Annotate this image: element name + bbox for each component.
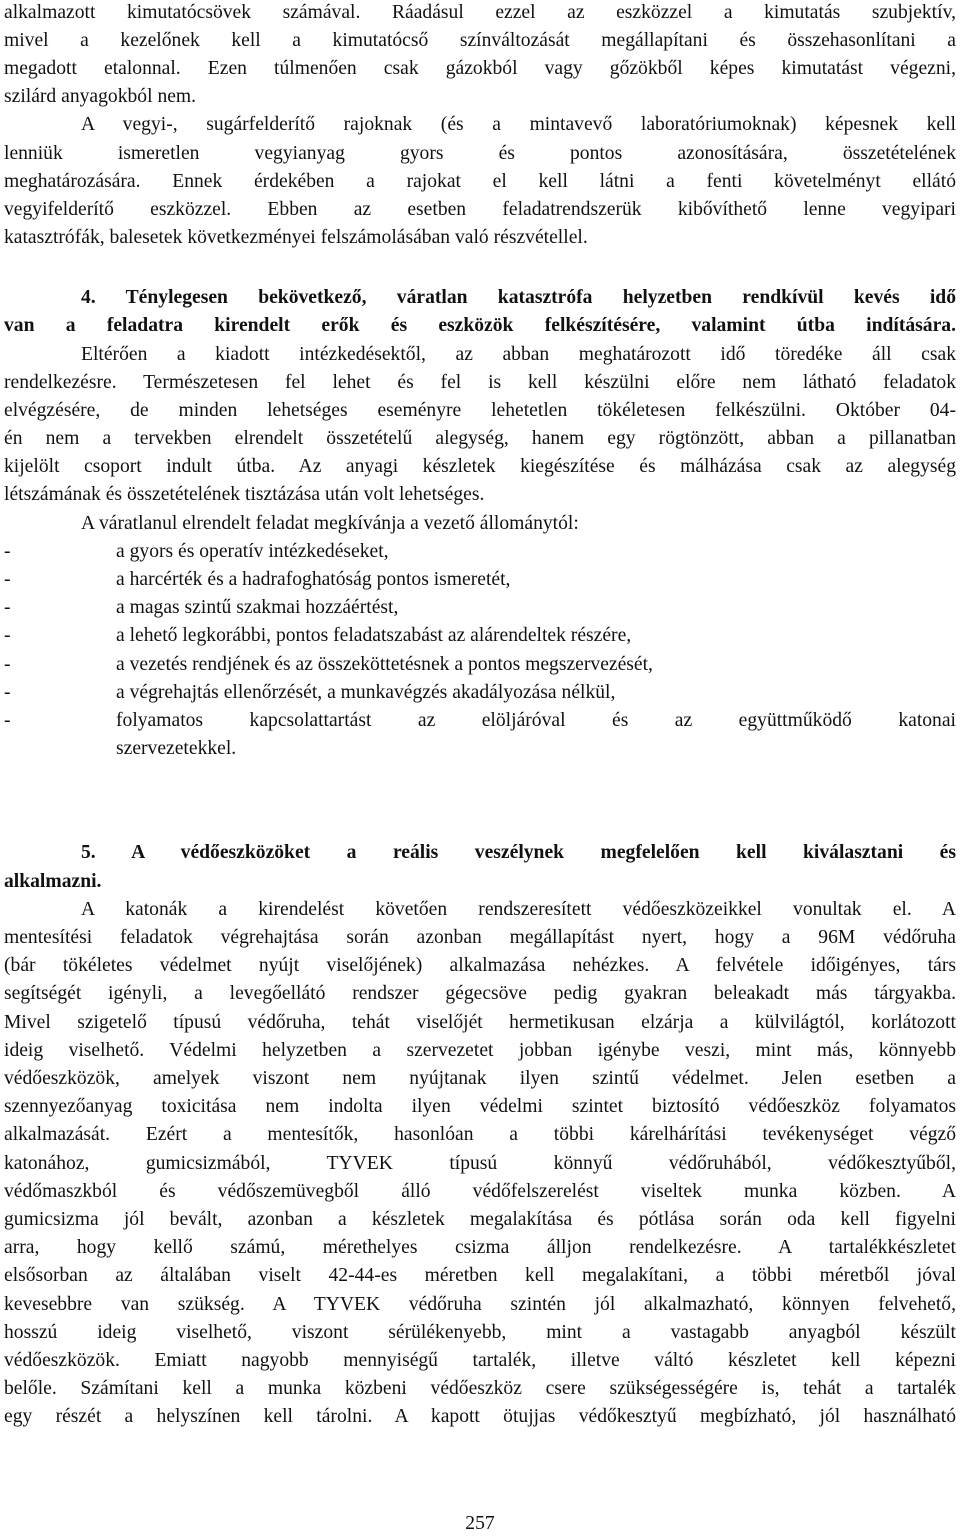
list-dash: - xyxy=(4,710,11,731)
body-line: belőle. Számítani kell a munka közbeni védőeszköz csere szükségességére is, tehát a tartalék xyxy=(4,1378,956,1399)
list-item-text: a lehető legkorábbi, pontos feladatszabást az alárendeltek részére, xyxy=(116,625,632,646)
body-line: alkalmazott kimutatócsövek számával. Ráadásul ezzel az eszközzel a kimutatás szubjektív, xyxy=(4,2,956,23)
body-line: A váratlanul elrendelt feladat megkívánja a vezető állománytól: xyxy=(81,513,579,534)
section-4-heading: 4. Ténylegesen bekövetkező, váratlan katasztrófa helyzetben rendkívül kevés idő xyxy=(81,287,956,308)
list-item-text: folyamatos kapcsolattartást az elöljáróval és az együttműködő katonai xyxy=(116,710,956,731)
list-item-text: a magas szintű szakmai hozzáértést, xyxy=(116,597,399,618)
body-line: elvégzésére, de minden lehetséges eseményre lehetetlen tökéletesen felkészülni. Október 04- xyxy=(4,400,956,421)
section-5-heading: 5. A védőeszközöket a reális veszélynek megfelelően kell kiválasztani és xyxy=(81,842,956,863)
body-line: vegyifelderítő eszközzel. Ebben az esetben feladatrendszerük kibővíthető lenne vegyipari xyxy=(4,199,956,220)
list-item-text: a gyors és operatív intézkedéseket, xyxy=(116,541,389,562)
body-line: (bár tökéletes védelmet nyújt viselőjének) alkalmazása nehézkes. A felvétele időigényes, társ xyxy=(4,955,956,976)
body-line: szennyezőanyag toxicitása nem indolta ilyen védelmi szintet biztosító védőeszköz folyamatos xyxy=(4,1096,956,1117)
list-dash: - xyxy=(4,569,11,590)
body-line: védőeszközök, amelyek viszont nem nyújtanak ilyen szintű védelmet. Jelen esetben a xyxy=(4,1068,956,1089)
body-line: kevesebbre van szükség. A TYVEK védőruha szintén jól alkalmazható, könnyen felvehető, xyxy=(4,1294,956,1315)
body-line: katonához, gumicsizmából, TYVEK típusú könnyű védőruhából, védőkesztyűből, xyxy=(4,1153,956,1174)
body-line: katasztrófák, balesetek következményei felszámolásában való részvétellel. xyxy=(4,227,588,248)
body-line: lenniük ismeretlen vegyianyag gyors és pontos azonosítására, összetételének xyxy=(4,143,956,164)
list-item-text: a harcérték és a hadrafoghatóság pontos ismeretét, xyxy=(116,569,511,590)
body-line: gumicsizma jól bevált, azonban a készletek megalakítása és pótlása során oda kell figyelni xyxy=(4,1209,956,1230)
list-dash: - xyxy=(4,682,11,703)
body-line: Mivel szigetelő típusú védőruha, tehát viselőjét hermetikusan elzárja a külvilágtól, korlátozott xyxy=(4,1012,956,1033)
body-line: kijelölt csoport indult útba. Az anyagi készletek kiegészítése és málházása csak az alegység xyxy=(4,456,956,477)
body-line: megadott etalonnal. Ezen túlmenően csak gázokból vagy gőzökből képes kimutatást végezni, xyxy=(4,58,956,79)
body-line: egy részét a helyszínen kell tárolni. A kapott ötujjas védőkesztyű megbízható, jól használható xyxy=(4,1406,956,1427)
list-dash: - xyxy=(4,541,11,562)
body-line: meghatározására. Ennek érdekében a rajokat el kell látni a fenti követelményt ellátó xyxy=(4,171,956,192)
body-line: ideig viselhető. Védelmi helyzetben a szervezetet jobban igénybe veszi, mint más, könnyebb xyxy=(4,1040,956,1061)
body-line: létszámának és összetételének tisztázása után volt lehetséges. xyxy=(4,484,485,505)
body-line: védőmaszkból és védőszemüvegből álló védőfelszerelést viseltek munka közben. A xyxy=(4,1181,956,1202)
body-line: rendelkezésre. Természetesen fel lehet és fel is kell készülni előre nem látható feladatok xyxy=(4,372,956,393)
page-number: 257 xyxy=(465,1513,495,1534)
body-line: alkalmazását. Ezért a mentesítők, hasonlóan a többi kárelhárítási tevékenységet végző xyxy=(4,1124,956,1145)
body-line: mentesítési feladatok végrehajtása során azonban megállapítást nyert, hogy a 96M védőruha xyxy=(4,927,956,948)
body-line: A vegyi-, sugárfelderítő rajoknak (és a mintavevő laboratóriumoknak) képesnek kell xyxy=(81,114,956,135)
body-line: elsősorban az általában viselt 42-44-es méretben kell megalakítani, a többi méretből jóval xyxy=(4,1265,956,1286)
body-line: szilárd anyagokból nem. xyxy=(4,86,197,107)
list-item-continuation: szervezetekkel. xyxy=(116,738,237,759)
list-dash: - xyxy=(4,654,11,675)
body-line: segítségét igényli, a levegőellátó rendszer gégecsöve pedig gyakran beleakadt más tárgyakba. xyxy=(4,983,956,1004)
body-line: mivel a kezelőnek kell a kimutatócső színváltozását megállapítani és összehasonlítani a xyxy=(4,30,956,51)
body-line: Eltérően a kiadott intézkedésektől, az abban meghatározott idő töredéke áll csak xyxy=(81,344,956,365)
body-line: hosszú ideig viselhető, viszont sérülékenyebb, mint a vastagabb anyagból készült xyxy=(4,1322,956,1343)
body-line: arra, hogy kellő számú, mérethelyes csizma álljon rendelkezésre. A tartalékkészletet xyxy=(4,1237,956,1258)
body-line: védőeszközök. Emiatt nagyobb mennyiségű tartalék, illetve váltó készletet kell képezni xyxy=(4,1350,956,1371)
list-item-text: a végrehajtás ellenőrzését, a munkavégzés akadályozása nélkül, xyxy=(116,682,616,703)
section-5-heading: alkalmazni. xyxy=(4,871,102,892)
list-dash: - xyxy=(4,625,11,646)
body-line: én nem a tervekben elrendelt összetételű alegység, hanem egy rögtönzött, abban a pillanatban xyxy=(4,428,956,449)
list-dash: - xyxy=(4,597,11,618)
body-line: A katonák a kirendelést követően rendszeresített védőeszközeikkel vonultak el. A xyxy=(81,899,956,920)
list-item-text: a vezetés rendjének és az összeköttetésnek a pontos megszervezését, xyxy=(116,654,653,675)
section-4-heading: van a feladatra kirendelt erők és eszközök felkészítésére, valamint útba indítására. xyxy=(4,315,956,336)
